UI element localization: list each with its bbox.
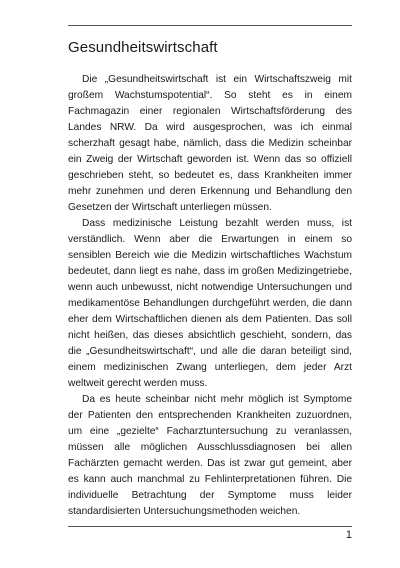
paragraph-2: Dass medizinische Leistung bezahlt werden muss, ist verständlich. Wenn aber die Erwartungen in einem so sensiblen Bereich wie die Medizin wirtschaftliches Wachstum bedeutet, dann liegt es nahe, dass im großen Medizingetriebe, wenn auch unbewusst, nicht notwendige Untersuchungen und medikamentöse Behandlungen durchgeführt werden, die dann eher dem Wirtschaftlichen dienen als dem Patienten. Das soll nicht heißen, das dieses absichtlich geschieht, sondern, das die „Gesundheitswirtschaft“, und alle die daran beteiligt sind, einem medizinischen Zwang unterliegen, dem jeder Arzt weltweit gerecht werden muss.	[68, 218, 352, 389]
page-number: 1	[345, 529, 352, 541]
bottom-rule	[68, 526, 352, 527]
paragraph-1: Die „Gesundheitswirtschaft ist ein Wirtschaftszweig mit großem Wachstumspotential“. So steht es in einem Fachmagazin einer regionalen Wirtschaftsförderung des Landes NRW. Da wird ausgesprochen, was ich einmal scherzhaft gesagt habe, nämlich, dass die Medizin scheinbar ein Zweig der Wirtschaft geworden ist. Wenn das so offiziell geschrieben steht, so bedeutet es, dass Krankheiten immer mehr zunehmen und deren Erkennung und Behandlung den Gesetzen der Wirtschaft unterliegen müssen.	[68, 74, 352, 213]
section-heading: Gesundheitswirtschaft	[68, 39, 218, 56]
top-rule	[68, 25, 352, 26]
paragraph-3: Da es heute scheinbar nicht mehr möglich ist Symptome der Patienten den entsprechenden Krankheiten zuzuordnen, um eine „gezielte“ Facharztuntersuchung zu veranlassen, müssen alle möglichen Ausschlussdiagnosen bei allen Fachärzten gemacht werden. Das ist zwar gut gemeint, aber es kann auch manchmal zu Fehlinterpretationen führen. Die individuelle Betrachtung der Symptome muss leider standardisierten Untersuchungsmethoden weichen.	[68, 394, 352, 517]
page-body	[68, 38, 352, 520]
